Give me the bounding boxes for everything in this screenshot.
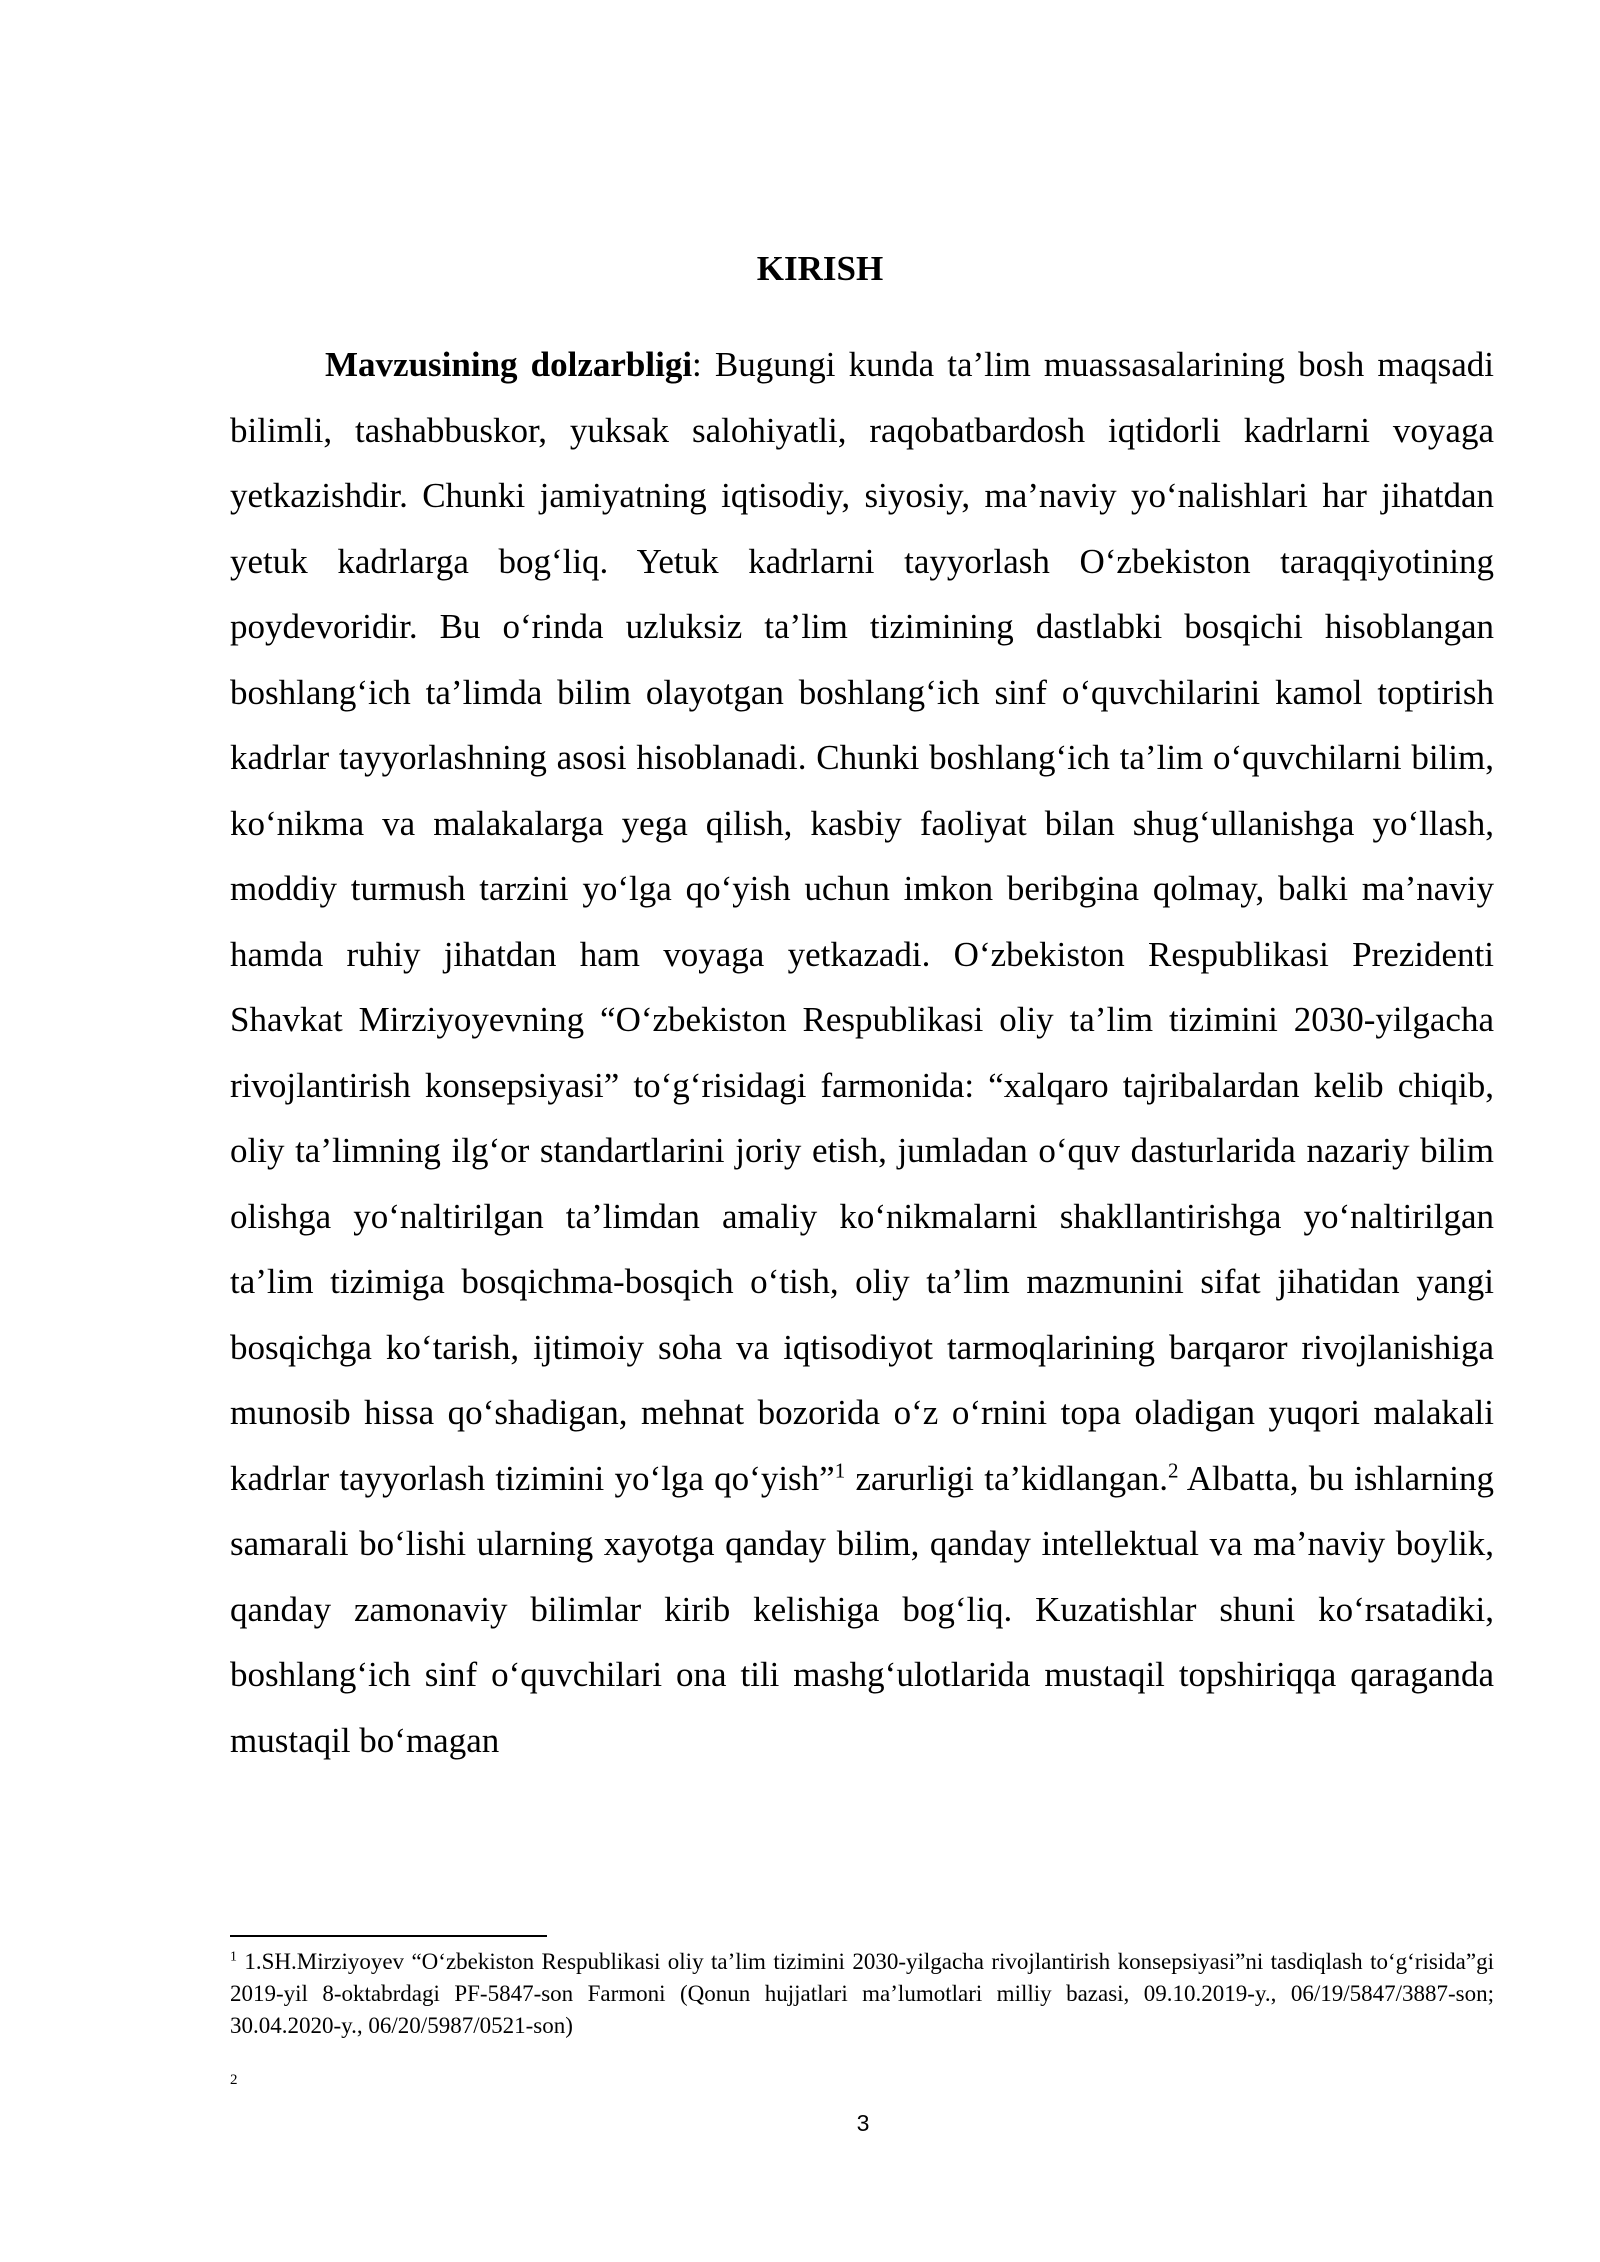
footnote-1-mark: 1	[230, 1948, 237, 1964]
footnote-ref-2[interactable]: 2	[1167, 1457, 1179, 1482]
footnote-2	[230, 2070, 238, 2090]
paragraph-text-part-2: zarurligi ta’kidlangan.	[845, 1458, 1168, 1498]
footnote-separator	[230, 1935, 547, 1937]
page-number: 3	[856, 2110, 870, 2136]
paragraph-lead: Mavzusining dolzarbligi	[325, 345, 693, 384]
footnote-1	[230, 1946, 1494, 2042]
footnote-1-text: 1.SH.Mirziyoyev “O‘zbekiston Respublikasi oliy ta’lim tizimini 2030-yilgacha rivojlantirish konsepsiyasi”ni tasdiqlash to‘g‘risida”gi 2019-yil 8-oktabrdagi PF-5847-son Farmoni (Qonun hujjatlari ma’lumotlari milliy bazasi, 09.10.2019-y., 06/19/5847/3887-son; 30.04.2020-y., 06/20/5987/0521-son)	[230, 1949, 1494, 2038]
paragraph-text-part-1: Bugungi kunda ta’lim muassasalarining bosh maqsadi bilimli, tashabbuskor, yuksak salohiyatli, raqobatbardosh iqtidorli kadrlarni voyaga yetkazishdir. Chunki jamiyatning iqtisodiy, siyosiy, ma’naviy yo‘nalishlari har jihatdan yetuk kadrlarga bog‘liq. Yetuk kadrlarni tayyorlash O‘zbekiston taraqqiyotining poydevoridir. Bu o‘rinda uzluksiz ta’lim tizimining dastlabki bosqichi hisoblangan boshlang‘ich ta’limda bilim olayotgan boshlang‘ich sinf o‘quvchilarini kamol toptirish kadrlar tayyorlashning asosi hisoblanadi. Chunki boshlang‘ich ta’lim o‘quvchilarni bilim, ko‘nikma va malakalarga yega qilish, kasbiy faoliyat bilan shug‘ullanishga yo‘llash, moddiy turmush tarzini yo‘lga qo‘yish uchun imkon beribgina qolmay, balki ma’naviy hamda ruhiy jihatdan ham voyaga yetkazadi. O‘zbekiston Respublikasi Prezidenti Shavkat Mirziyoyevning “O‘zbekiston Respublikasi oliy ta’lim tizimini 2030-yilgacha rivojlantirish konsepsiyasi” to‘g‘risidagi farmonida: “xalqaro tajribalardan kelib chiqib, oliy ta’limning ilg‘or standartlarini joriy etish, jumladan o‘quv dasturlarida nazariy bilim olishga yo‘naltirilgan ta’limdan amaliy ko‘nikmalarni shakllantirishga yo‘naltirilgan ta’lim tizimiga bosqichma-bosqich o‘tish, oliy ta’lim mazmunini sifat jihatidan yangi bosqichga ko‘tarish, ijtimoiy soha va iqtisodiyot tarmoqlarining barqaror rivojlanishiga munosib hissa qo‘shadigan, mehnat bozorida o‘z o‘rnini topa oladigan yuqori malakali kadrlar tayyorlash tizimini yo‘lga qo‘yish”	[230, 345, 1494, 1498]
lead-colon: :	[692, 345, 702, 384]
paragraph-text-part-3: Albatta, bu ishlarning samarali bo‘lishi ularning xayotga qanday bilim, qanday intellektual va ma’naviy boylik, qanday zamonaviy bilimlar kirib kelishiga bog‘liq. Kuzatishlar shuni ko‘rsatadiki, boshlang‘ich sinf o‘quvchilari ona tili mashg‘ulotlarida mustaqil topshiriqqa qaraganda mustaqil bo‘magan	[230, 1458, 1495, 1760]
footnote-ref-1[interactable]: 1	[834, 1457, 846, 1482]
body-paragraph	[230, 332, 1494, 1773]
footnote-2-mark: 2	[230, 2072, 238, 2088]
section-title: KIRISH	[756, 249, 884, 288]
